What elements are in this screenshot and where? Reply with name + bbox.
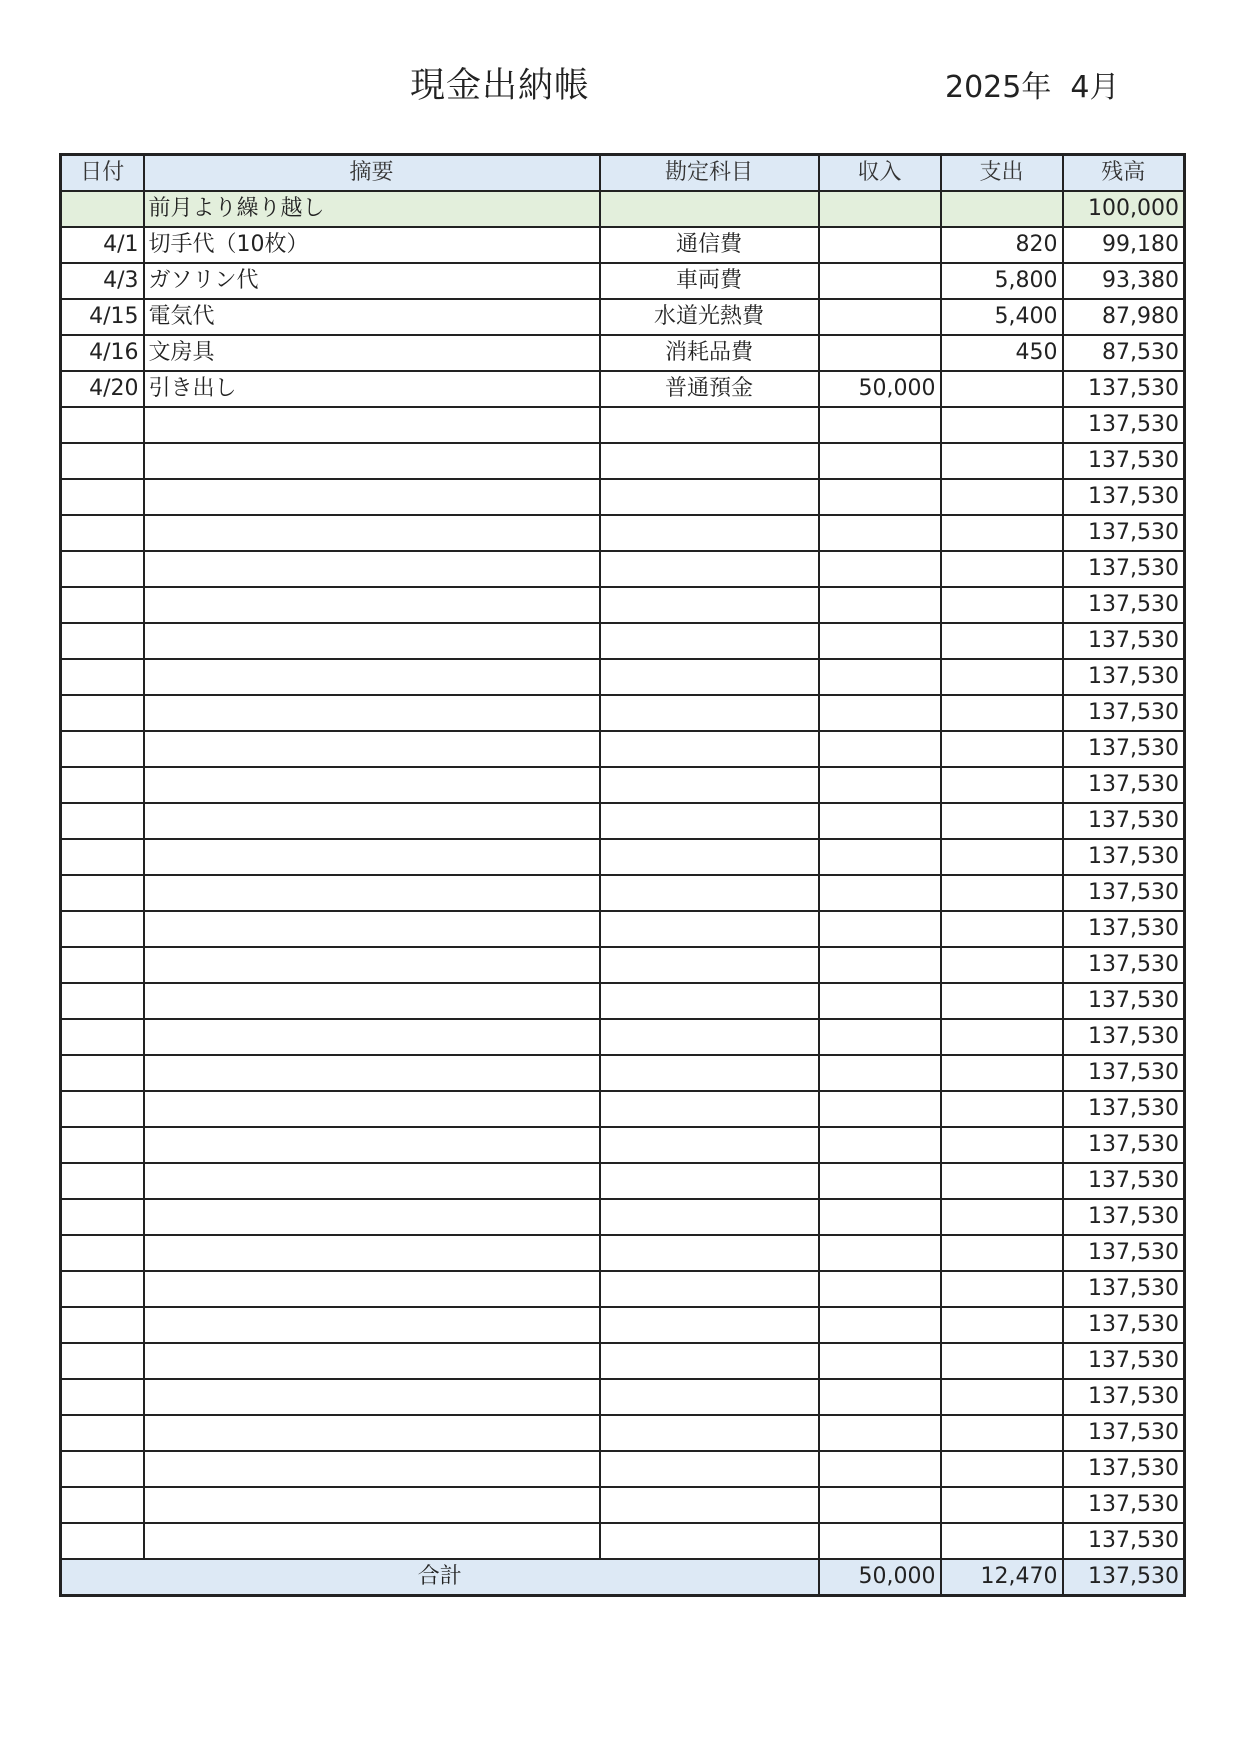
entry-balance: 137,530 [1063, 875, 1185, 911]
entry-balance: 137,530 [1063, 1235, 1185, 1271]
entry-date [61, 1235, 144, 1271]
entry-balance: 137,530 [1063, 767, 1185, 803]
entry-account [600, 551, 819, 587]
entry-account [600, 839, 819, 875]
entry-balance: 137,530 [1063, 479, 1185, 515]
entry-description [144, 839, 600, 875]
table-row [61, 299, 1185, 335]
entry-date [61, 839, 144, 875]
entry-expense [941, 1091, 1063, 1127]
entry-date [61, 623, 144, 659]
entry-expense [941, 1379, 1063, 1415]
entry-income [819, 1091, 941, 1127]
entry-date [61, 1271, 144, 1307]
entry-expense [941, 1487, 1063, 1523]
total-row [61, 1559, 1185, 1596]
entry-expense [941, 1019, 1063, 1055]
entry-income [819, 1343, 941, 1379]
entry-balance: 99,180 [1063, 227, 1185, 263]
table-row [61, 875, 1185, 911]
entry-expense [941, 1235, 1063, 1271]
entry-account: 車両費 [600, 263, 819, 299]
entry-balance: 137,530 [1063, 407, 1185, 443]
entry-description [144, 695, 600, 731]
entry-income [819, 1199, 941, 1235]
entry-date [61, 875, 144, 911]
table-row [61, 371, 1185, 407]
entry-balance: 137,530 [1063, 371, 1185, 407]
entry-description [144, 983, 600, 1019]
entry-description [144, 1379, 600, 1415]
entry-balance: 137,530 [1063, 1091, 1185, 1127]
entry-date: 4/16 [61, 335, 144, 371]
entry-expense [941, 1343, 1063, 1379]
entry-income [819, 515, 941, 551]
entry-account [600, 731, 819, 767]
entry-date [61, 1451, 144, 1487]
entry-account [600, 479, 819, 515]
entry-account: 普通預金 [600, 371, 819, 407]
entry-expense [941, 731, 1063, 767]
table-row [61, 551, 1185, 587]
table-row [61, 443, 1185, 479]
entry-account [600, 695, 819, 731]
entry-date [61, 551, 144, 587]
entry-balance: 137,530 [1063, 443, 1185, 479]
entry-account [600, 659, 819, 695]
entry-date [61, 983, 144, 1019]
entry-account [600, 1307, 819, 1343]
table-row [61, 1091, 1185, 1127]
total-balance: 137,530 [1063, 1559, 1185, 1596]
table-row [61, 1199, 1185, 1235]
entry-description [144, 1091, 600, 1127]
entry-date: 4/15 [61, 299, 144, 335]
entry-description [144, 1271, 600, 1307]
entry-balance: 137,530 [1063, 803, 1185, 839]
table-row [61, 335, 1185, 371]
table-row [61, 1343, 1185, 1379]
entry-income [819, 839, 941, 875]
entry-income [819, 695, 941, 731]
entry-account [600, 587, 819, 623]
entry-expense [941, 947, 1063, 983]
entry-income [819, 731, 941, 767]
entry-balance: 137,530 [1063, 1487, 1185, 1523]
entry-balance: 93,380 [1063, 263, 1185, 299]
table-row [61, 1523, 1185, 1559]
entry-date [61, 1019, 144, 1055]
entry-account [600, 1199, 819, 1235]
entry-income [819, 911, 941, 947]
entry-account: 水道光熱費 [600, 299, 819, 335]
entry-expense [941, 587, 1063, 623]
entry-description [144, 803, 600, 839]
entry-date: 4/20 [61, 371, 144, 407]
entry-income [819, 1415, 941, 1451]
entry-income [819, 1379, 941, 1415]
table-row [61, 479, 1185, 515]
table-row [61, 695, 1185, 731]
table-row [61, 1271, 1185, 1307]
table-row [61, 1415, 1185, 1451]
header-row [61, 155, 1185, 192]
table-row [61, 1379, 1185, 1415]
table-row [61, 1307, 1185, 1343]
entry-date: 4/1 [61, 227, 144, 263]
entry-balance: 137,530 [1063, 659, 1185, 695]
entry-date [61, 407, 144, 443]
entry-income [819, 1235, 941, 1271]
entry-date [61, 1199, 144, 1235]
entry-date [61, 803, 144, 839]
entry-account [600, 1451, 819, 1487]
table-row [61, 983, 1185, 1019]
entry-description [144, 1055, 600, 1091]
column-header-date: 日付 [61, 155, 144, 192]
entry-date [61, 515, 144, 551]
entry-description [144, 1523, 600, 1559]
table-row [61, 911, 1185, 947]
entry-date [61, 1415, 144, 1451]
entry-date: 4/3 [61, 263, 144, 299]
column-header-income: 収入 [819, 155, 941, 192]
entry-account [600, 983, 819, 1019]
entry-income [819, 479, 941, 515]
period-label: 2025年 4月 [945, 70, 1120, 105]
entry-account [600, 1163, 819, 1199]
total-income: 50,000 [819, 1559, 941, 1596]
entry-income [819, 407, 941, 443]
entry-income [819, 1307, 941, 1343]
entry-description: 引き出し [144, 371, 600, 407]
entry-description [144, 659, 600, 695]
entry-account [600, 1343, 819, 1379]
table-row [61, 1019, 1185, 1055]
table-row [61, 263, 1185, 299]
entry-expense [941, 443, 1063, 479]
entry-balance: 87,980 [1063, 299, 1185, 335]
table-row [61, 767, 1185, 803]
entry-expense [941, 1415, 1063, 1451]
cash-ledger-table [59, 153, 1186, 1597]
table-row [61, 515, 1185, 551]
entry-description [144, 1487, 600, 1523]
table-row [61, 659, 1185, 695]
entry-date [61, 1127, 144, 1163]
entry-account: 通信費 [600, 227, 819, 263]
entry-balance: 137,530 [1063, 587, 1185, 623]
entry-balance: 137,530 [1063, 1379, 1185, 1415]
entry-balance: 137,530 [1063, 1415, 1185, 1451]
entry-balance: 137,530 [1063, 551, 1185, 587]
entry-income [819, 1271, 941, 1307]
entry-account [600, 515, 819, 551]
entry-date [61, 947, 144, 983]
entry-date [61, 911, 144, 947]
carry-over-account-cell [600, 191, 819, 227]
entry-balance: 137,530 [1063, 1271, 1185, 1307]
entry-account: 消耗品費 [600, 335, 819, 371]
table-row [61, 1163, 1185, 1199]
entry-income [819, 587, 941, 623]
entry-balance: 137,530 [1063, 911, 1185, 947]
entry-date [61, 1055, 144, 1091]
entry-balance: 137,530 [1063, 1163, 1185, 1199]
table-row [61, 227, 1185, 263]
entry-income [819, 227, 941, 263]
table-row [61, 839, 1185, 875]
entry-balance: 137,530 [1063, 947, 1185, 983]
entry-description: 切手代（10枚） [144, 227, 600, 263]
entry-expense [941, 1163, 1063, 1199]
entry-expense: 5,400 [941, 299, 1063, 335]
entry-income [819, 335, 941, 371]
entry-date [61, 443, 144, 479]
table-row [61, 1235, 1185, 1271]
entry-balance: 137,530 [1063, 1127, 1185, 1163]
entry-expense [941, 1523, 1063, 1559]
entry-description [144, 947, 600, 983]
entry-description [144, 1343, 600, 1379]
table-row [61, 1487, 1185, 1523]
column-header-description: 摘要 [144, 155, 600, 192]
entry-expense [941, 1271, 1063, 1307]
entry-date [61, 659, 144, 695]
entry-description [144, 1415, 600, 1451]
entry-description [144, 551, 600, 587]
entry-balance: 137,530 [1063, 695, 1185, 731]
entry-date [61, 1307, 144, 1343]
table-row [61, 623, 1185, 659]
entry-income [819, 1163, 941, 1199]
entry-balance: 137,530 [1063, 1343, 1185, 1379]
entry-description [144, 767, 600, 803]
entry-balance: 137,530 [1063, 839, 1185, 875]
entry-account [600, 443, 819, 479]
table-row [61, 1055, 1185, 1091]
carry-over-description: 前月より繰り越し [144, 191, 600, 227]
entry-date [61, 731, 144, 767]
table-row [61, 1127, 1185, 1163]
entry-income [819, 443, 941, 479]
table-row [61, 1451, 1185, 1487]
carry-over-balance: 100,000 [1063, 191, 1185, 227]
entry-expense [941, 371, 1063, 407]
entry-date [61, 1523, 144, 1559]
entry-expense [941, 1199, 1063, 1235]
page-title: 現金出納帳 [409, 66, 590, 106]
entry-expense [941, 515, 1063, 551]
entry-expense [941, 1127, 1063, 1163]
entry-account [600, 1019, 819, 1055]
entry-description [144, 407, 600, 443]
entry-expense [941, 767, 1063, 803]
entry-date [61, 1487, 144, 1523]
entry-expense [941, 695, 1063, 731]
entry-description [144, 587, 600, 623]
entry-account [600, 1523, 819, 1559]
entry-income [819, 875, 941, 911]
table-row [61, 587, 1185, 623]
entry-income [819, 983, 941, 1019]
entry-balance: 137,530 [1063, 1451, 1185, 1487]
entry-description [144, 1127, 600, 1163]
entry-description [144, 1199, 600, 1235]
carry-over-date-cell [61, 191, 144, 227]
entry-description [144, 479, 600, 515]
entry-expense [941, 839, 1063, 875]
entry-balance: 137,530 [1063, 731, 1185, 767]
entry-account [600, 947, 819, 983]
entry-income [819, 1523, 941, 1559]
entry-income [819, 1451, 941, 1487]
entry-description [144, 1451, 600, 1487]
entry-description [144, 443, 600, 479]
entry-income [819, 767, 941, 803]
entry-income [819, 1487, 941, 1523]
column-header-account: 勘定科目 [600, 155, 819, 192]
entry-description [144, 731, 600, 767]
entry-account [600, 1487, 819, 1523]
entry-account [600, 1091, 819, 1127]
entry-income [819, 623, 941, 659]
entry-date [61, 1091, 144, 1127]
entry-account [600, 623, 819, 659]
entry-balance: 137,530 [1063, 1199, 1185, 1235]
entry-income [819, 1127, 941, 1163]
entry-income [819, 803, 941, 839]
entry-income [819, 1055, 941, 1091]
entry-expense [941, 659, 1063, 695]
entry-expense [941, 407, 1063, 443]
entry-description [144, 515, 600, 551]
carry-over-expense-cell [941, 191, 1063, 227]
entry-account [600, 875, 819, 911]
entry-balance: 137,530 [1063, 1307, 1185, 1343]
entry-expense [941, 911, 1063, 947]
entry-expense [941, 479, 1063, 515]
entry-date [61, 479, 144, 515]
entry-expense [941, 551, 1063, 587]
entry-income [819, 263, 941, 299]
entry-account [600, 1235, 819, 1271]
entry-description [144, 911, 600, 947]
entry-balance: 137,530 [1063, 983, 1185, 1019]
entry-date [61, 695, 144, 731]
entry-date [61, 587, 144, 623]
entry-balance: 137,530 [1063, 515, 1185, 551]
total-expense: 12,470 [941, 1559, 1063, 1596]
column-header-expense: 支出 [941, 155, 1063, 192]
entry-description: ガソリン代 [144, 263, 600, 299]
entry-account [600, 1379, 819, 1415]
entry-description [144, 623, 600, 659]
entry-expense: 5,800 [941, 263, 1063, 299]
entry-balance: 87,530 [1063, 335, 1185, 371]
entry-expense [941, 875, 1063, 911]
entry-account [600, 1415, 819, 1451]
entry-account [600, 1055, 819, 1091]
entry-description [144, 1235, 600, 1271]
entry-balance: 137,530 [1063, 1019, 1185, 1055]
entry-description: 電気代 [144, 299, 600, 335]
entry-date [61, 1163, 144, 1199]
entry-income [819, 1019, 941, 1055]
entry-expense [941, 1055, 1063, 1091]
entry-expense: 450 [941, 335, 1063, 371]
entry-balance: 137,530 [1063, 623, 1185, 659]
entry-income [819, 947, 941, 983]
entry-expense [941, 1307, 1063, 1343]
entry-account [600, 767, 819, 803]
entry-description [144, 1019, 600, 1055]
carry-over-income-cell [819, 191, 941, 227]
entry-expense [941, 803, 1063, 839]
entry-account [600, 407, 819, 443]
entry-description [144, 1307, 600, 1343]
entry-balance: 137,530 [1063, 1055, 1185, 1091]
table-row [61, 407, 1185, 443]
entry-description [144, 1163, 600, 1199]
entry-balance: 137,530 [1063, 1523, 1185, 1559]
entry-expense [941, 623, 1063, 659]
entry-account [600, 803, 819, 839]
total-label: 合計 [61, 1559, 819, 1596]
entry-date [61, 767, 144, 803]
entry-account [600, 1127, 819, 1163]
entry-income [819, 299, 941, 335]
entry-income: 50,000 [819, 371, 941, 407]
entry-income [819, 659, 941, 695]
entry-account [600, 911, 819, 947]
entry-description [144, 875, 600, 911]
column-header-balance: 残高 [1063, 155, 1185, 192]
entry-description: 文房具 [144, 335, 600, 371]
entry-expense [941, 1451, 1063, 1487]
table-row [61, 947, 1185, 983]
entry-date [61, 1379, 144, 1415]
table-row [61, 803, 1185, 839]
entry-account [600, 1271, 819, 1307]
entry-expense [941, 983, 1063, 1019]
table-row [61, 731, 1185, 767]
carry-over-row [61, 191, 1185, 227]
entry-expense: 820 [941, 227, 1063, 263]
entry-income [819, 551, 941, 587]
entry-date [61, 1343, 144, 1379]
